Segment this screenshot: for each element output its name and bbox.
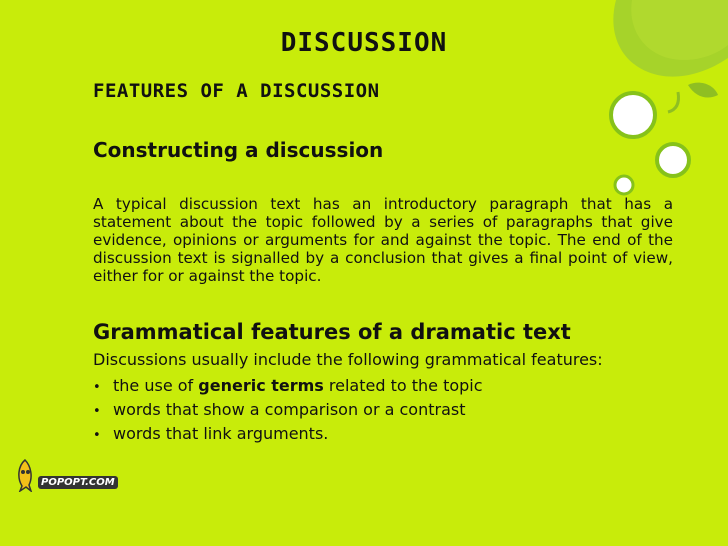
- features-intro: Discussions usually include the following grammatical features:: [93, 350, 603, 369]
- mascot-icon: [14, 458, 36, 492]
- bullet-text: words that show a comparison or a contrast: [113, 400, 466, 419]
- bullet-text: the use of: [113, 376, 199, 395]
- circle-small: [615, 176, 633, 194]
- list-item: [93, 398, 483, 422]
- section-heading-constructing: Constructing a discussion: [93, 138, 384, 162]
- bullet-text: words that link arguments.: [113, 424, 329, 443]
- bullet-icon: •: [93, 404, 101, 419]
- bullet-text-after: related to the topic: [323, 376, 483, 395]
- list-item: [93, 374, 483, 398]
- body-paragraph: A typical discussion text has an introductory paragraph that has a statement about the topic followed by a series of paragraphs that give evidence, opinions or arguments for and against the topic. The end of the discussion text is signalled by a conclusion that gives a final point of view, either for or against the topic.: [93, 195, 673, 285]
- slide-subtitle: FEATURES OF A DISCUSSION: [93, 80, 380, 102]
- bullet-icon: •: [93, 428, 101, 443]
- logo-text: POPOPT.COM: [38, 476, 118, 489]
- features-list: [93, 374, 483, 446]
- bullet-bold-text: generic terms: [198, 376, 324, 395]
- bullet-icon: •: [93, 380, 101, 395]
- slide-title: DISCUSSION: [280, 28, 448, 58]
- site-logo: [14, 458, 118, 492]
- circle-medium: [657, 144, 689, 176]
- section-heading-grammatical: Grammatical features of a dramatic text: [93, 320, 571, 344]
- circle-large: [611, 93, 655, 137]
- list-item: [93, 422, 483, 446]
